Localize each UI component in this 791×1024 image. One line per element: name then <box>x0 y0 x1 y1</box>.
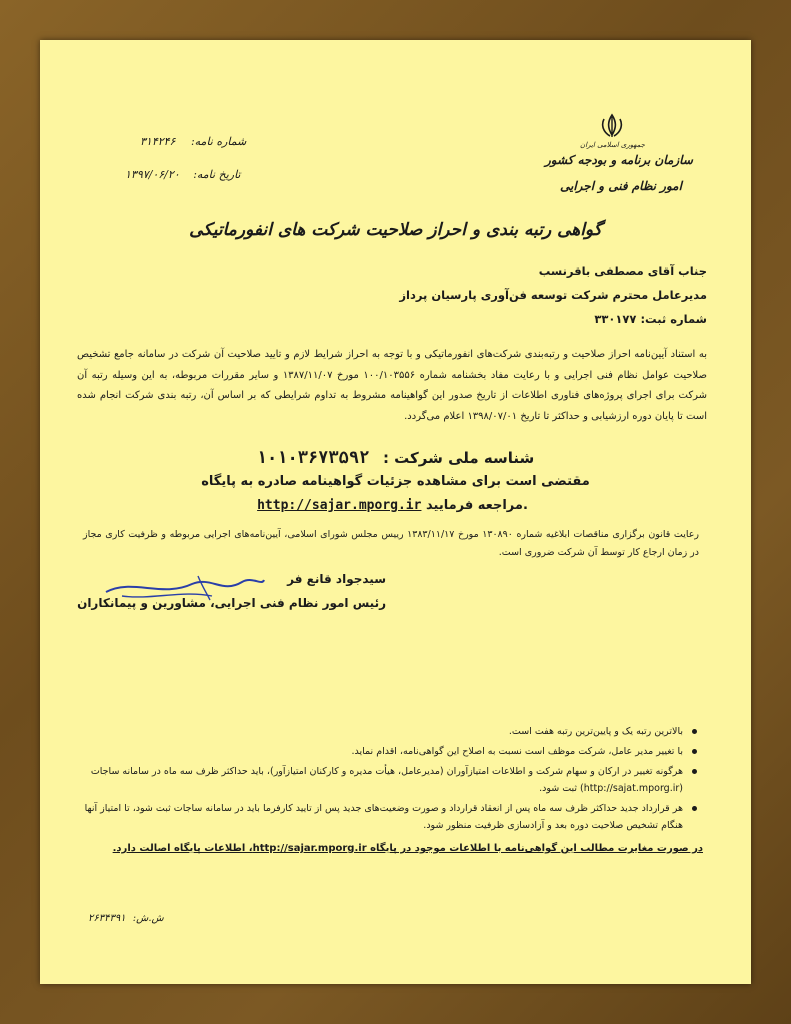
serial-value: ۲۶۳۴۳۹۱ <box>88 913 126 924</box>
instruction-line: مقتضی است برای مشاهده جزئیات گواهینامه صادره به پایگاه <box>201 474 590 489</box>
addressee-position: مدیرعامل محترم شرکت توسعه فن‌آوری پارسیان پرداز <box>399 288 707 302</box>
letter-date-label: تاریخ نامه: <box>193 168 241 181</box>
letter-date-value: ۱۳۹۷/۰۶/۲۰ <box>125 168 180 181</box>
letter-date-row <box>125 168 240 181</box>
footer-note: در صورت مغایرت مطالب این گواهی‌نامه با اطلاعات موجود در پایگاه http://sajar.mporg.ir، اطلاعات پایگاه اصالت دارد. <box>112 843 703 854</box>
sajar-url-link[interactable]: http://sajar.mporg.ir <box>257 498 422 513</box>
serial-label: ش.ش: <box>132 913 164 924</box>
registration-number: شماره ثبت: ۳۳۰۱۷۷ <box>594 312 707 326</box>
signatory-title: رئیس امور نظام فنی اجرایی، مشاورین و پیمانکاران <box>77 596 386 610</box>
national-id-value: ۱۰۱۰۳۶۷۳۵۹۲ <box>256 448 370 468</box>
national-id-label: شناسه ملی شرکت : <box>382 449 535 467</box>
serial-number-row <box>88 913 164 924</box>
list-item: بالاترین رتبه یک و پایین‌ترین رتبه هفت است. <box>73 723 683 740</box>
org-line-department: امور نظام فنی و اجرایی <box>560 179 682 193</box>
letter-number-label: شماره نامه: <box>190 135 247 148</box>
iran-emblem-icon <box>598 113 626 139</box>
certificate-paper <box>40 40 751 984</box>
addressee-name: جناب آقای مصطفی باقرنسب <box>538 264 707 278</box>
url-line <box>40 498 751 513</box>
list-item: هر قرارداد جدید حداکثر ظرف سه ماه پس از انعقاد قرارداد و صورت وضعیت‌های جدید پس از تایید کارفرما باید در سامانه ساجات ثبت شود، تا امتیاز آنها هنگام تشخیص صلاحیت دوره بعد و آزادسازی ظرفیت منظور شود. <box>73 800 683 834</box>
signatory-name: سیدجواد قانع فر <box>287 572 386 586</box>
letter-number-value: ۳۱۴۲۴۶ <box>140 135 176 148</box>
letter-number-row <box>140 135 246 148</box>
notes-list <box>73 723 703 837</box>
list-item: هرگونه تغییر در ارکان و سهام شرکت و اطلاعات امتیازآوران (مدیرعامل، هیأت مدیره و کارکنان امتیازآور)، باید حداکثر ظرف سه ماه در سامانه ساجات (http://sajat.mporg.ir) ثبت شود. <box>73 763 683 797</box>
law-compliance-text: رعایت قانون برگزاری مناقصات ابلاغیه شماره ۱۳۰۸۹۰ مورخ ۱۳۸۳/۱۱/۱۷ رییس مجلس شورای اسلامی، آیین‌نامه‌های اجرایی مربوطه و ظرفیت کاری مجاز در زمان ارجاع کار توسط آن شرکت ضروری است. <box>83 529 699 558</box>
url-suffix: مراجعه فرمایید. <box>426 498 528 513</box>
org-line-country: جمهوری اسلامی ایران <box>580 141 645 149</box>
certificate-title: گواهی رتبه بندی و احراز صلاحیت شرکت های انفورماتیکی <box>189 220 602 240</box>
list-item: با تغییر مدیر عامل، شرکت موظف است نسبت به اصلاح این گواهی‌نامه، اقدام نماید. <box>73 743 683 760</box>
certificate-body-text: به استناد آیین‌نامه احراز صلاحیت و رتبه‌بندی شرکت‌های انفورماتیکی و با توجه به احراز شرایط لازم و تایید صلاحیت آن شرکت در سامانه جامع تشخیص صلاحیت عوامل نظام فنی اجرایی و با رعایت مفاد بخشنامه شماره ۱۰۰/۱۰۳۵۵۶ مورخ ۱۳۸۷/۱۱/۰۷ و سایر مقررات مربوطه، به این وسیله رتبه آن شرکت برای اجرای پروژه‌های فناوری اطلاعات از تاریخ صدور این گواهینامه مشروط به تداوم شرایطی که بر اساس آن، رتبه بندی شرکت انجام شده است تا پایان دوره ارزشیابی و حداکثر تا تاریخ ۱۳۹۸/۰۷/۰۱ اعلام می‌گردد. <box>77 349 707 422</box>
org-line-ministry: سازمان برنامه و بودجه کشور <box>545 153 693 167</box>
national-id-row <box>40 448 751 468</box>
